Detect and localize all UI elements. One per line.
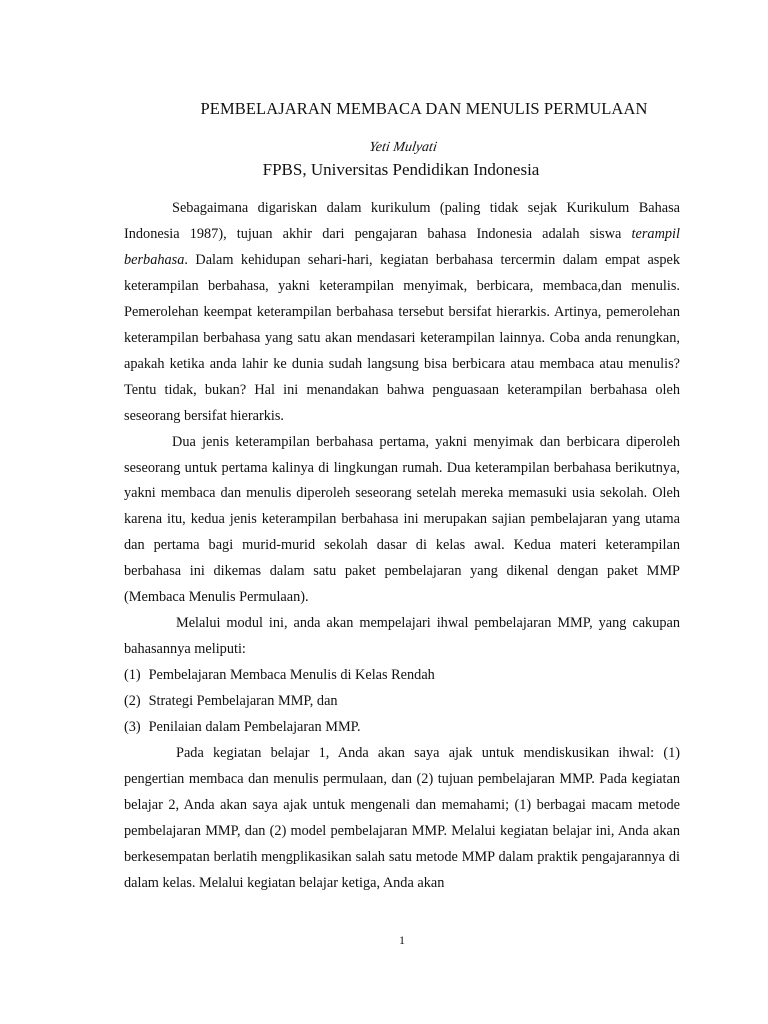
list-item-number: (3) xyxy=(124,719,141,736)
paragraph-1-part-a: Sebagaimana digariskan dalam kurikulum (paling tidak sejak Kurikulum Bahasa Indonesia 1987), tujuan akhir dari pengajaran bahasa Indonesia adalah siswa xyxy=(124,200,680,242)
list-item xyxy=(124,689,680,715)
list-item-text: Pembelajaran Membaca Menulis di Kelas Rendah xyxy=(148,667,435,684)
list-item-text: Strategi Pembelajaran MMP, dan xyxy=(148,693,338,710)
paragraph-2: Dua jenis keterampilan berbahasa pertama, yakni menyimak dan berbicara diperoleh seseorang untuk pertama kalinya di lingkungan rumah. Dua keterampilan berbahasa berikutnya, yakni membaca dan menulis diperoleh seseorang setelah mereka memasuki usia sekolah. Oleh karena itu, kedua jenis keterampilan berbahasa ini merupakan sajian pembelajaran yang utama dan pertama bagi murid-murid sekolah dasar di kelas awal. Kedua materi keterampilan berbahasa ini dikemas dalam satu paket pembelajaran yang dikenal dengan paket MMP (Membaca Menulis Permulaan). xyxy=(124,433,680,606)
author-signature: Yeti Mulyati xyxy=(368,140,438,155)
body-text xyxy=(124,196,680,897)
page-title: PEMBELAJARAN MEMBACA DAN MENULIS PERMULAAN xyxy=(200,99,648,118)
list-item-number: (2) xyxy=(124,693,141,710)
list-item xyxy=(124,663,680,689)
paragraph-1 xyxy=(124,196,680,430)
list-item-text: Penilaian dalam Pembelajaran MMP. xyxy=(148,719,361,736)
list-item-number: (1) xyxy=(124,667,141,684)
paragraph-1-part-b: . Dalam kehidupan sehari-hari, kegiatan berbahasa tercermin dalam empat aspek keterampilan berbahasa, yakni keterampilan menyimak, berbicara, membaca,dan menulis. Pemerolehan keempat keterampilan berbahasa tersebut bersifat hierarkis. Artinya, pemerolehan keterampilan berbahasa yang satu akan mendasari keterampilan lainnya. Coba anda renungkan, apakah ketika anda lahir ke dunia sudah langsung bisa berbicara atau membaca atau menulis? Tentu tidak, bukan? Hal ini menandakan bahwa penguasaan keterampilan berbahasa oleh seseorang bersifat hierarkis. xyxy=(124,251,680,424)
paragraph-4: Pada kegiatan belajar 1, Anda akan saya ajak untuk mendiskusikan ihwal: (1) pengertian membaca dan menulis permulaan, dan (2) tujuan pembelajaran MMP. Pada kegiatan belajar 2, Anda akan saya ajak untuk mengenali dan memahami; (1) berbagai macam metode pembelajaran MMP, dan (2) model pembelajaran MMP. Melalui kegiatan belajar ini, Anda akan berkesempatan berlatih mengplikasikan salah satu metode MMP dalam praktik pengajarannya di dalam kelas. Melalui kegiatan belajar ketiga, Anda akan xyxy=(124,745,680,891)
list-item xyxy=(124,715,680,741)
affiliation: FPBS, Universitas Pendidikan Indonesia xyxy=(262,160,540,179)
page-number: 1 xyxy=(399,933,405,947)
paragraph-3: Melalui modul ini, anda akan mempelajari ihwal pembelajaran MMP, yang cakupan bahasannya meliputi: xyxy=(124,615,680,658)
paragraph-1-emphasis: terampil berbahasa xyxy=(124,225,680,268)
